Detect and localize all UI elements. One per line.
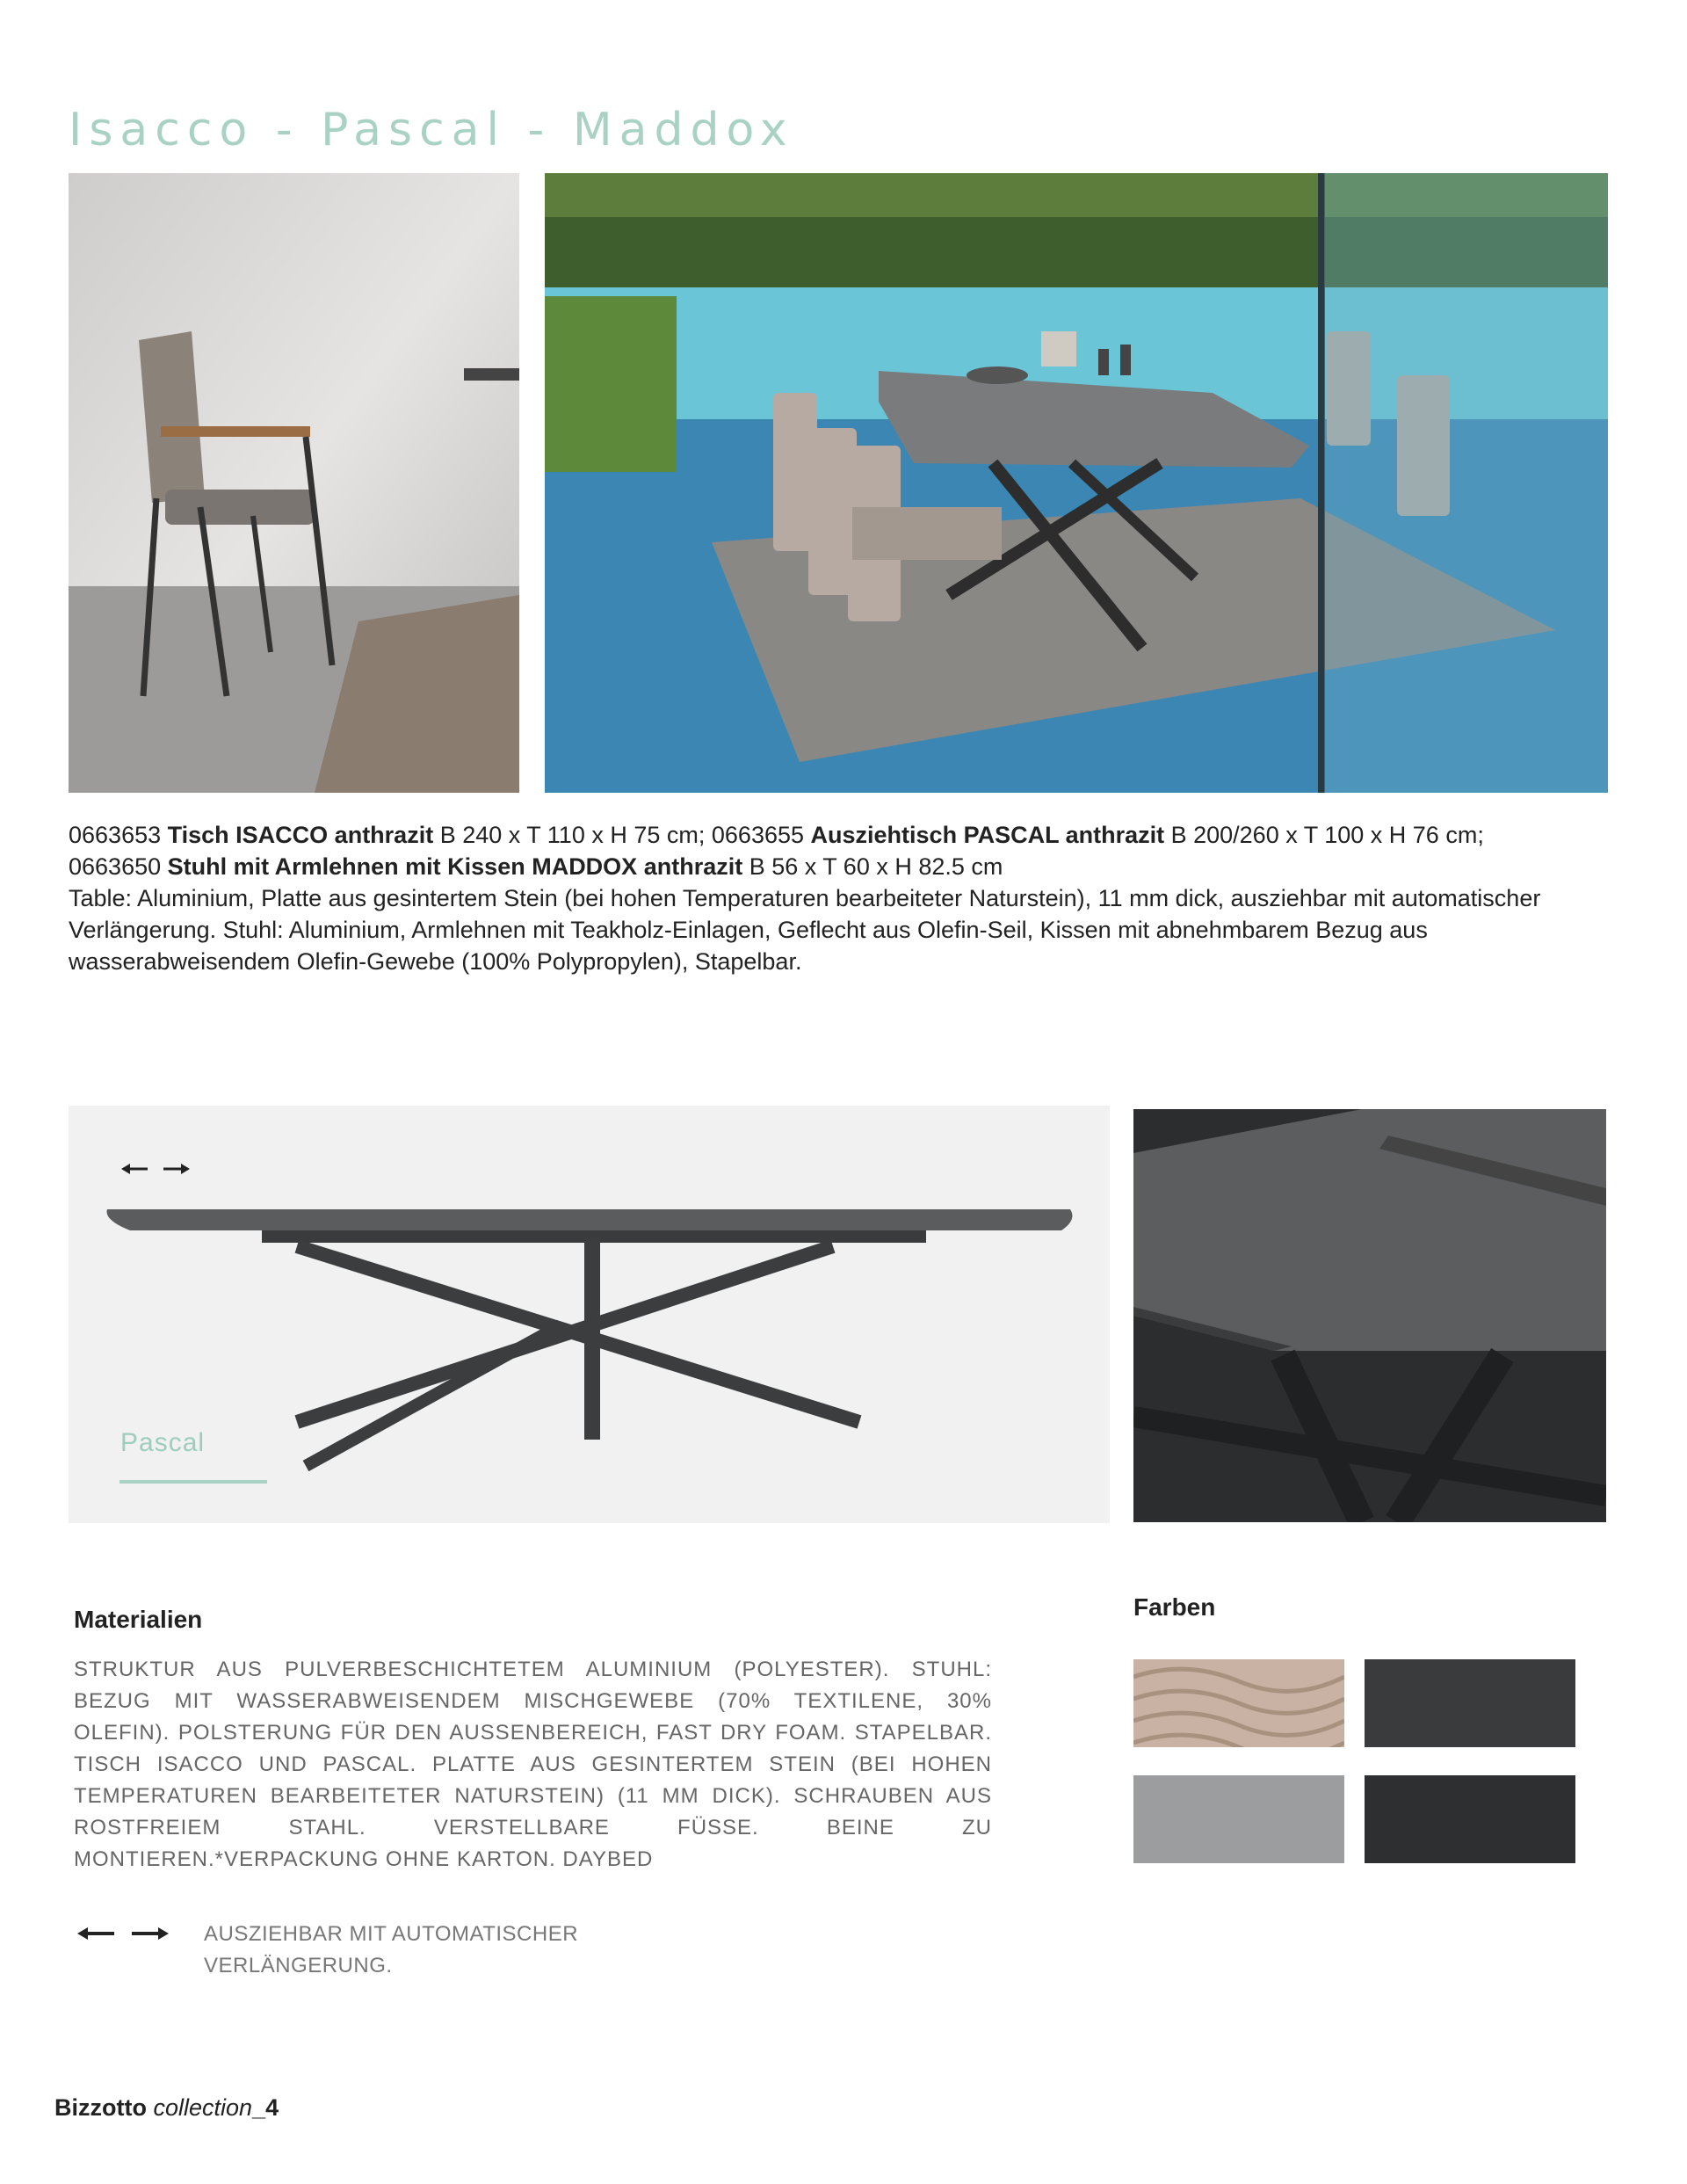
product-name-isacco: Tisch ISACCO anthrazit <box>167 822 434 848</box>
color-swatch-light-grey <box>1133 1775 1344 1863</box>
product-name-pascal: Ausziehtisch PASCAL anthrazit <box>810 822 1165 848</box>
product-name-maddox: Stuhl mit Armlehnen mit Kissen MADDOX anthrazit <box>167 853 743 880</box>
product-code-pascal: 0663655 <box>711 822 805 848</box>
page-footer <box>54 2094 279 2122</box>
color-swatch-dark-stone <box>1365 1775 1575 1863</box>
product-description <box>69 819 1580 977</box>
materials-heading: Materialien <box>74 1606 203 1633</box>
dining-scene-photo <box>545 173 1608 793</box>
pascal-label: Pascal <box>120 1428 206 1457</box>
product-description-body: Table: Aluminium, Platte aus gesintertem Stein (bei hohen Temperaturen bearbeiteter Naturstein), 11 mm dick, ausziehbar mit automatischer Verlängerung. Stuhl: Aluminium, Armlehnen mit Teakholz-Einlagen, Geflecht aus Olefin-Seil, Kissen mit abnehmbarem Bezug aus wasserabweisendem Olefin-Gewebe (100% Polypropylen), Stapelbar. <box>69 885 1541 975</box>
product-dims-pascal: B 200/260 x T 100 x H 76 cm; <box>1170 822 1484 848</box>
colors-heading: Farben <box>1133 1593 1216 1621</box>
footer-brand: Bizzotto <box>54 2094 147 2121</box>
pascal-table-photo <box>69 1106 1110 1523</box>
product-dims-maddox: B 56 x T 60 x H 82.5 cm <box>749 853 1003 880</box>
chair-photo <box>69 173 519 793</box>
product-code-maddox: 0663650 <box>69 853 162 880</box>
extension-note: AUSZIEHBAR MIT AUTOMATISCHER VERLÄNGERUNG. <box>204 1922 579 1977</box>
product-dims-isacco: B 240 x T 110 x H 75 cm; <box>439 822 706 848</box>
footer-collection: collection <box>153 2094 253 2121</box>
color-swatch-anthracite <box>1365 1659 1575 1747</box>
table-detail-photo <box>1133 1109 1606 1522</box>
color-swatch-rope <box>1133 1659 1344 1747</box>
page-title: Isacco - Pascal - Maddox <box>69 104 794 156</box>
product-code-isacco: 0663653 <box>69 822 162 848</box>
footer-page-number: _4 <box>252 2094 279 2121</box>
pascal-label-underline <box>119 1480 267 1484</box>
extend-arrows-icon <box>76 1923 172 1944</box>
materials-text: STRUKTUR AUS PULVERBESCHICHTETEM ALUMINIUM (POLYESTER). STUHL: BEZUG MIT WASSERABWEISENDEM MISCHGEWEBE (70% TEXTILENE, 30% OLEFIN). POLSTERUNG FÜR DEN AUSSENBEREICH, FAST DRY FOAM. STAPELBAR. TISCH ISACCO UND PASCAL. PLATTE AUS GESINTERTEM STEIN (BEI HOHEN TEMPERATUREN BEARBEITETER NATURSTEIN) (11 MM DICK). SCHRAUBEN AUS ROSTFREIEM STAHL. VERSTELLBARE FÜSSE. BEINE ZU MONTIEREN.*VERPACKUNG OHNE KARTON. DAYBED <box>74 1658 992 1871</box>
